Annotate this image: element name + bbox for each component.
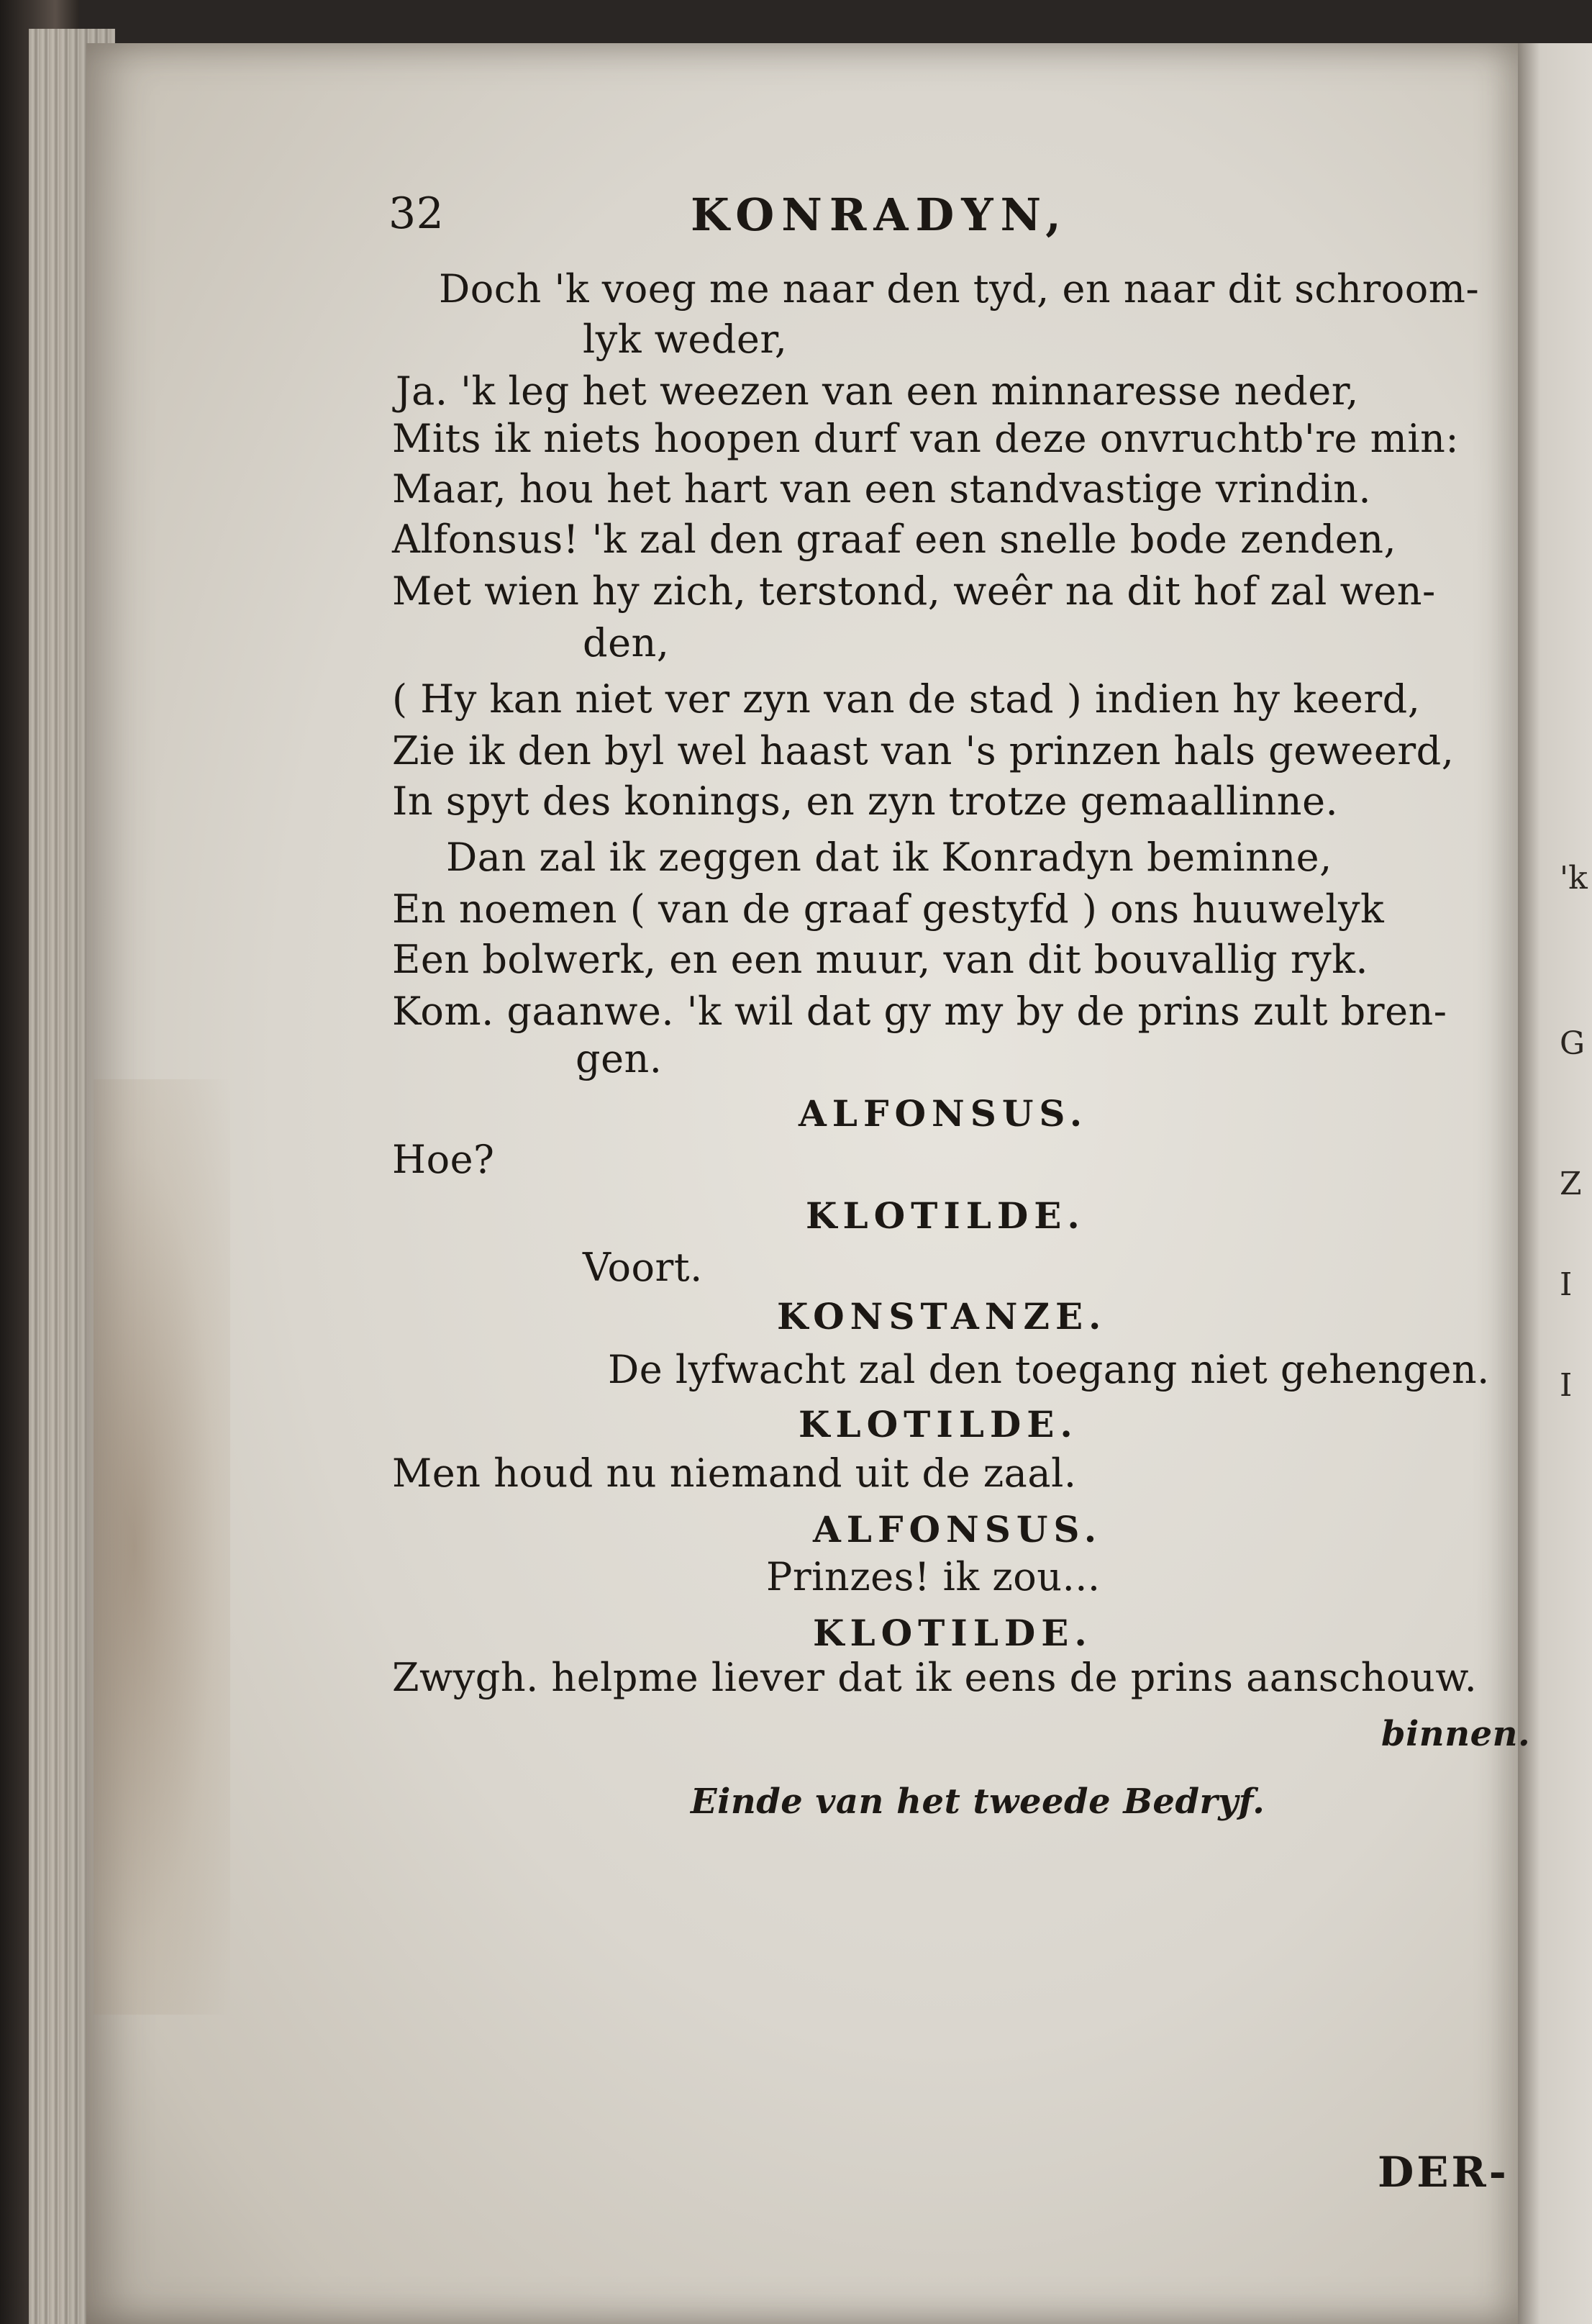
verse-line: Doch 'k voeg me naar den tyd, en naar dit schroom- — [439, 266, 1480, 312]
speaker-name: ALFONSUS. — [799, 1092, 1088, 1135]
dialogue-line: Voort. — [583, 1245, 703, 1290]
facing-page-fragment: G — [1560, 1025, 1586, 1062]
dialogue-line: Prinzes! ik zou... — [766, 1554, 1101, 1599]
dialogue-line: Men houd nu niemand uit de zaal. — [392, 1451, 1077, 1496]
verse-line: Maar, hou het hart van een standvastige vrindin. — [392, 466, 1372, 512]
verse-line: In spyt des konings, en zyn trotze gemaallinne. — [392, 779, 1339, 824]
speaker-name: ALFONSUS. — [813, 1508, 1103, 1551]
facing-page-fragment: I — [1560, 1266, 1573, 1303]
facing-page-fragment: Z — [1560, 1166, 1582, 1202]
facing-page-fragment: 'k — [1560, 860, 1588, 897]
verse-line: Dan zal ik zeggen dat ik Konradyn beminne, — [446, 835, 1332, 880]
speaker-name: KONSTANZE. — [777, 1295, 1107, 1338]
verse-line: Alfonsus! 'k zal den graaf een snelle bode zenden, — [392, 517, 1397, 562]
speaker-name: KLOTILDE. — [813, 1612, 1093, 1654]
speaker-name: KLOTILDE. — [799, 1403, 1078, 1445]
act-end-line: Einde van het tweede Bedryf. — [691, 1781, 1265, 1822]
facing-page-edge — [1518, 43, 1592, 2324]
verse-line: gen. — [576, 1036, 663, 1081]
verse-line: En noemen ( van de graaf gestyfd ) ons huuwelyk — [392, 886, 1385, 932]
dialogue-line: Zwygh. helpme liever dat ik eens de prins aanschouw. — [392, 1655, 1478, 1700]
verse-line: Zie ik den byl wel haast van 's prinzen hals geweerd, — [392, 728, 1455, 773]
verse-line: Mits ik niets hoopen durf van deze onvruchtb're min: — [392, 416, 1460, 461]
stage-direction: binnen. — [1381, 1714, 1531, 1754]
verse-line: den, — [583, 620, 670, 666]
verse-line: lyk weder, — [583, 317, 788, 362]
verse-line: ( Hy kan niet ver zyn van de stad ) indien hy keerd, — [392, 676, 1421, 722]
running-head: KONRADYN, — [691, 189, 1068, 241]
facing-page-fragment: I — [1560, 1367, 1573, 1404]
verse-line: Kom. gaanwe. 'k wil dat gy my by de prins zult bren- — [392, 989, 1447, 1034]
page-stain — [94, 1079, 230, 2015]
verse-line: Met wien hy zich, terstond, weêr na dit hof zal wen- — [392, 568, 1436, 614]
dialogue-line: De lyfwacht zal den toegang niet gehengen. — [608, 1347, 1490, 1392]
verse-line: Een bolwerk, en een muur, van dit bouvallig ryk. — [392, 937, 1369, 982]
speaker-name: KLOTILDE. — [806, 1194, 1086, 1237]
page-number: 32 — [388, 189, 445, 239]
verse-line: Ja. 'k leg het weezen van een minnaresse neder, — [396, 368, 1359, 414]
dialogue-line: Hoe? — [392, 1137, 495, 1182]
catchword: DER- — [1378, 2148, 1509, 2197]
